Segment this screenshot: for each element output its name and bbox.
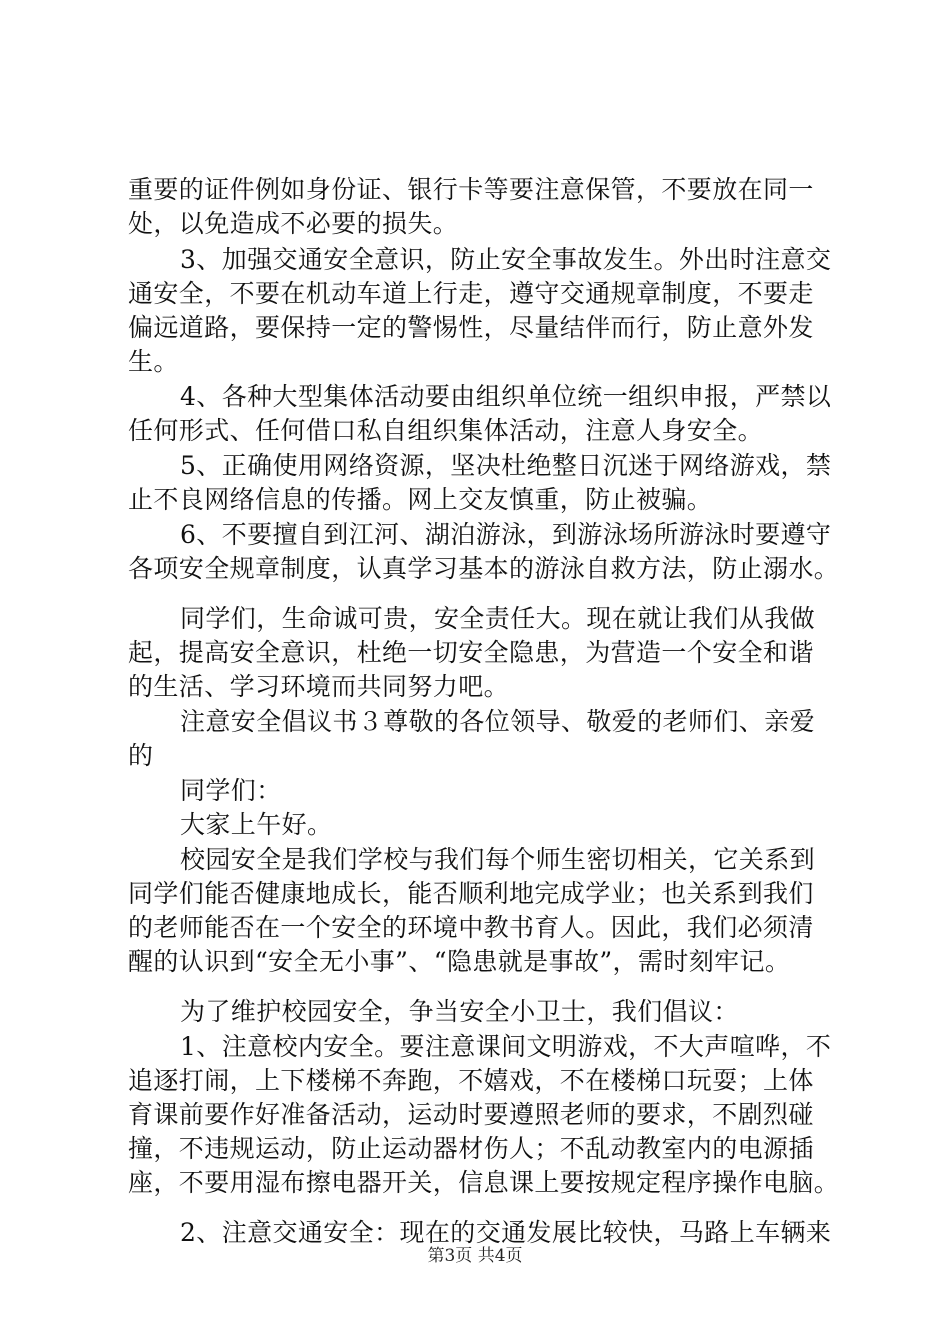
page-number-footer: 第3页 共4页: [427, 1246, 523, 1266]
text-line: 的生活、学习环境而共同努力吧。: [128, 672, 510, 701]
text-line: 止不良网络信息的传播。网上交友慎重，防止被骗。: [128, 485, 713, 514]
text-line: 生。: [128, 347, 179, 376]
text-line: 1、注意校内安全。要注意课间文明游戏，不大声喧哗，不: [180, 1032, 832, 1061]
text-line: 大家上午好。: [180, 810, 333, 839]
text-line: 为了维护校园安全，争当安全小卫士，我们倡议：: [180, 997, 739, 1026]
text-line: 同学们：: [180, 776, 282, 805]
text-line: 校园安全是我们学校与我们每个师生密切相关，它关系到: [180, 845, 816, 874]
text-line: 追逐打闹，上下楼梯不奔跑，不嬉戏，不在楼梯口玩耍；上体: [128, 1066, 814, 1095]
text-line: 注意安全倡议书３尊敬的各位领导、敬爱的老师们、亲爱: [180, 707, 816, 736]
text-line: 3、加强交通安全意识，防止安全事故发生。外出时注意交: [180, 245, 832, 274]
text-line: 育课前要作好准备活动，运动时要遵照老师的要求，不剧烈碰: [128, 1100, 814, 1129]
text-line: 4、各种大型集体活动要由组织单位统一组织申报，严禁以: [180, 382, 832, 411]
text-line: 偏远道路，要保持一定的警惕性，尽量结伴而行，防止意外发: [128, 313, 814, 342]
text-line: 5、正确使用网络资源，坚决杜绝整日沉迷于网络游戏，禁: [180, 451, 832, 480]
text-line: 2、注意交通安全：现在的交通发展比较快，马路上车辆来: [180, 1218, 832, 1247]
text-line: 同学们能否健康地成长，能否顺利地完成学业；也关系到我们: [128, 879, 814, 908]
text-line: 6、不要擅自到江河、湖泊游泳，到游泳场所游泳时要遵守: [180, 520, 832, 549]
text-line: 处，以免造成不必要的损失。: [128, 209, 459, 238]
text-line: 的: [128, 741, 154, 770]
text-line: 同学们，生命诚可贵，安全责任大。现在就让我们从我做: [180, 604, 816, 633]
text-line: 起，提高安全意识，杜绝一切安全隐患，为营造一个安全和谐: [128, 638, 814, 667]
text-line: 通安全，不要在机动车道上行走，遵守交通规章制度，不要走: [128, 279, 814, 308]
text-line: 各项安全规章制度，认真学习基本的游泳自救方法，防止溺水。: [128, 554, 840, 583]
text-line: 醒的认识到“安全无小事”、“隐患就是事故”，需时刻牢记。: [128, 947, 791, 976]
text-line: 任何形式、任何借口私自组织集体活动，注意人身安全。: [128, 416, 764, 445]
text-line: 重要的证件例如身份证、银行卡等要注意保管，不要放在同一: [128, 175, 814, 204]
text-line: 的老师能否在一个安全的环境中教书育人。因此，我们必须清: [128, 913, 814, 942]
text-line: 座，不要用湿布擦电器开关，信息课上要按规定程序操作电脑。: [128, 1168, 840, 1197]
text-line: 撞，不违规运动，防止运动器材伤人；不乱动教室内的电源插: [128, 1134, 814, 1163]
